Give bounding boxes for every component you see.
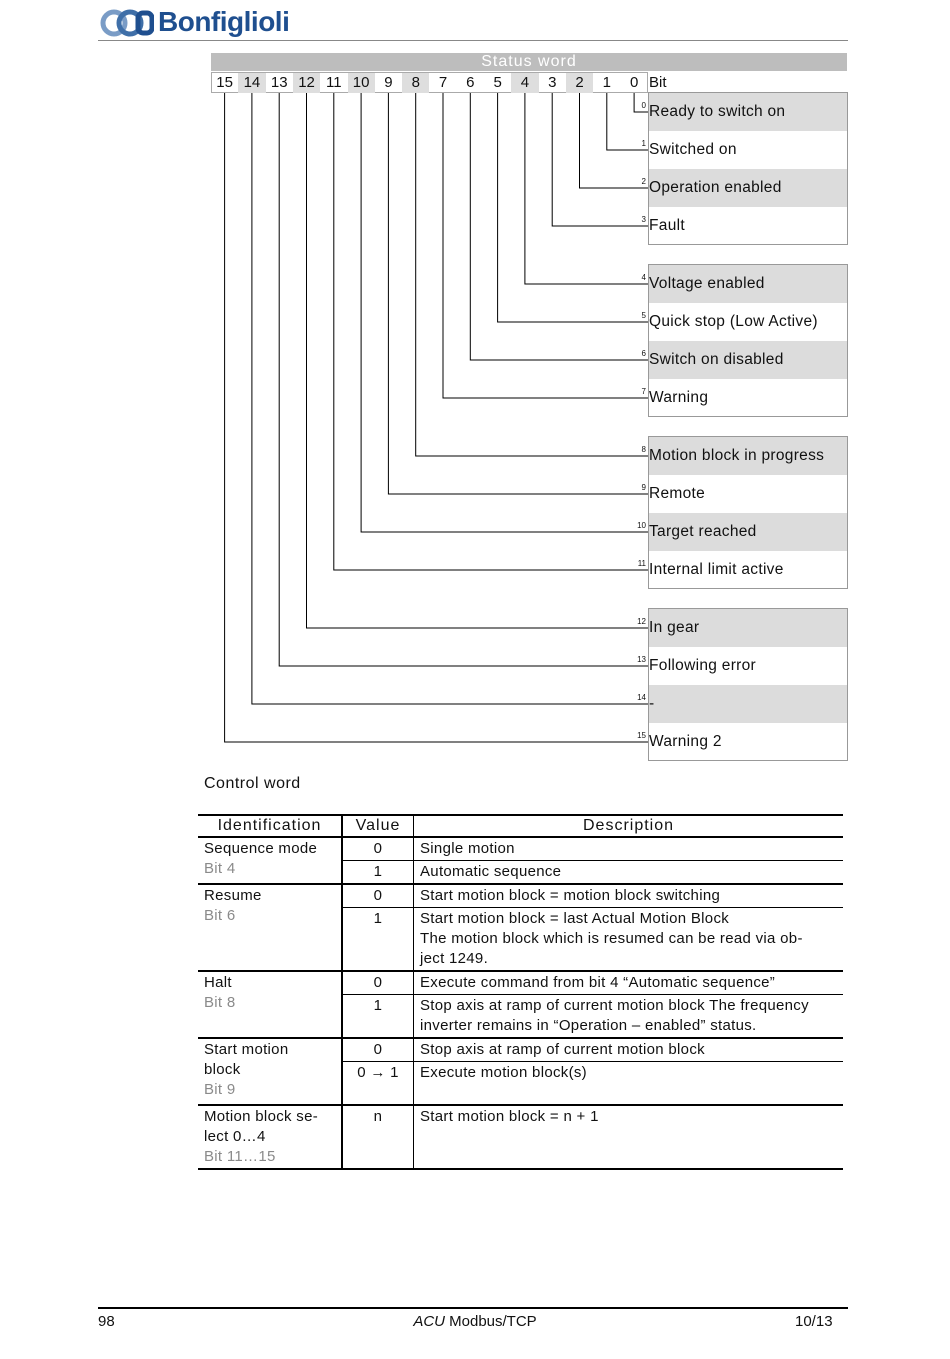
value-cell: 0 → 1 — [342, 1062, 414, 1106]
bit-header-cell: 1 — [602, 74, 611, 91]
bit-connector — [552, 93, 648, 226]
bit-column-label: Bit — [649, 74, 667, 91]
bit-header-cell: 5 — [493, 74, 502, 91]
value-cell: 0 — [342, 971, 414, 995]
status-bit-row: Remote — [649, 485, 706, 502]
status-word-title: Status word — [211, 53, 847, 71]
bit-connector — [334, 93, 648, 570]
ident-label: Sequence mode — [204, 840, 318, 857]
description-line: Stop axis at ramp of current motion block The frequency — [420, 997, 809, 1014]
status-bit-number: 1 — [641, 139, 646, 148]
description-cell: Execute command from bit 4 “Automatic sequence” — [414, 971, 844, 995]
status-bit-row: Motion block in progress — [649, 437, 847, 475]
status-bit-row: Target reached — [649, 513, 847, 551]
bit-reference: Bit 9 — [204, 1081, 236, 1098]
status-bit-row: Voltage enabled — [649, 265, 847, 303]
status-bit-row: Ready to switch on — [649, 93, 847, 131]
status-bit-row: Warning — [649, 389, 709, 406]
status-bit-number: 9 — [641, 483, 646, 492]
value-cell: n — [342, 1105, 414, 1169]
status-bit-row: Internal limit active — [649, 561, 784, 578]
status-bit-number: 11 — [637, 559, 646, 568]
table-row — [198, 884, 843, 908]
status-bit-row: Operation enabled — [649, 169, 847, 207]
bit-connector — [279, 93, 648, 666]
value-cell: 0 — [342, 884, 414, 908]
value-cell: 1 — [342, 995, 414, 1039]
bit-connector — [361, 93, 648, 532]
doc-title-rest: Modbus/TCP — [444, 1313, 537, 1330]
status-bit-number: 5 — [641, 311, 646, 320]
table-row — [198, 1038, 843, 1062]
description-cell: Start motion block = n + 1 — [414, 1105, 844, 1169]
bit-header-cell: 7 — [438, 74, 448, 91]
bit-header-cell: 0 — [629, 74, 639, 91]
description-line: Start motion block = last Actual Motion Block — [420, 910, 730, 927]
bit-reference: Bit 8 — [204, 994, 236, 1011]
description-line: The motion block which is resumed can be read via ob- — [420, 930, 803, 947]
bit-header-cell: 8 — [402, 73, 429, 93]
description-line: ject 1249. — [420, 950, 489, 967]
description-cell: Stop axis at ramp of current motion block — [414, 1038, 844, 1062]
bit-connector — [498, 93, 648, 322]
value-cell: 1 — [342, 861, 414, 885]
ident-label: Motion block se- — [204, 1108, 319, 1125]
status-bit-row: Switched on — [649, 141, 737, 158]
bit-connector — [388, 93, 648, 494]
status-bit-row: Warning 2 — [649, 733, 722, 750]
description-cell — [414, 995, 844, 1039]
description-cell: Start motion block = motion block switching — [414, 884, 844, 908]
table-row — [198, 837, 843, 861]
bit-connector — [225, 93, 648, 742]
bit-header-cell: 3 — [548, 74, 557, 91]
value-cell: 0 — [342, 1038, 414, 1062]
col-value: Value — [342, 815, 414, 837]
table-header-row — [198, 815, 843, 837]
ident-label: Resume — [204, 887, 262, 904]
ident-label: block — [204, 1061, 241, 1078]
bit-header-cell: 13 — [270, 74, 288, 91]
col-description: Description — [414, 815, 844, 837]
bit-header-cell: 6 — [466, 74, 475, 91]
status-bit-row: Switch on disabled — [649, 341, 847, 379]
status-bit-row: In gear — [649, 609, 847, 647]
description-cell — [414, 908, 844, 972]
status-bit-number: 14 — [637, 693, 646, 702]
description-cell: Single motion — [414, 837, 844, 861]
control-word-title: Control word — [204, 775, 301, 792]
bit-connector — [416, 93, 648, 456]
description-cell: Automatic sequence — [414, 861, 844, 885]
status-bit-row: Fault — [649, 217, 685, 234]
status-bit-number: 0 — [641, 101, 646, 110]
table-row — [198, 1105, 843, 1169]
status-bit-number: 4 — [641, 273, 646, 282]
bit-connector — [443, 93, 648, 398]
document-version: 10/13 — [795, 1313, 833, 1330]
ident-label: lect 0…4 — [204, 1128, 266, 1145]
status-bit-number: 13 — [637, 655, 646, 664]
value-cell: 1 — [342, 908, 414, 972]
status-bit-row: Following error — [649, 657, 757, 674]
bit-reference: Bit 6 — [204, 907, 236, 924]
bit-header-cell: 9 — [384, 74, 393, 91]
description-line: inverter remains in “Operation – enabled” status. — [420, 1017, 757, 1034]
page-number: 98 — [98, 1313, 115, 1330]
status-bit-number: 6 — [641, 349, 646, 358]
description-cell: Execute motion block(s) — [414, 1062, 844, 1106]
bit-header-cell: 11 — [326, 74, 342, 91]
status-bit-number: 8 — [641, 445, 646, 454]
bit-header-cell: 14 — [238, 73, 265, 93]
bit-reference: Bit 4 — [204, 860, 236, 877]
status-bit-number: 15 — [637, 731, 646, 740]
bit-header-cell: 12 — [293, 73, 320, 93]
bit-header-cell: 15 — [216, 74, 233, 91]
brand-name: Bonfiglioli — [158, 6, 290, 37]
bit-header-cell: 4 — [511, 73, 538, 93]
status-bit-number: 2 — [641, 177, 646, 186]
status-bit-row: Quick stop (Low Active) — [649, 313, 818, 330]
status-bit-number: 7 — [641, 387, 646, 396]
status-bit-number: 10 — [637, 521, 646, 530]
bit-header-cell: 10 — [348, 73, 375, 93]
value-cell: 0 — [342, 837, 414, 861]
ident-label: Start motion — [204, 1041, 289, 1058]
bit-reference: Bit 11…15 — [204, 1148, 276, 1165]
ident-label: Halt — [204, 974, 232, 991]
footer-divider — [98, 1307, 848, 1309]
status-bit-row: - — [649, 685, 847, 723]
doc-title-italic: ACU — [413, 1313, 445, 1330]
bit-header-cell: 2 — [566, 73, 593, 93]
status-bit-number: 12 — [637, 617, 646, 626]
table-row — [198, 971, 843, 995]
col-identification: Identification — [198, 815, 342, 837]
control-word-table — [198, 814, 843, 1170]
status-bit-number: 3 — [641, 215, 646, 224]
